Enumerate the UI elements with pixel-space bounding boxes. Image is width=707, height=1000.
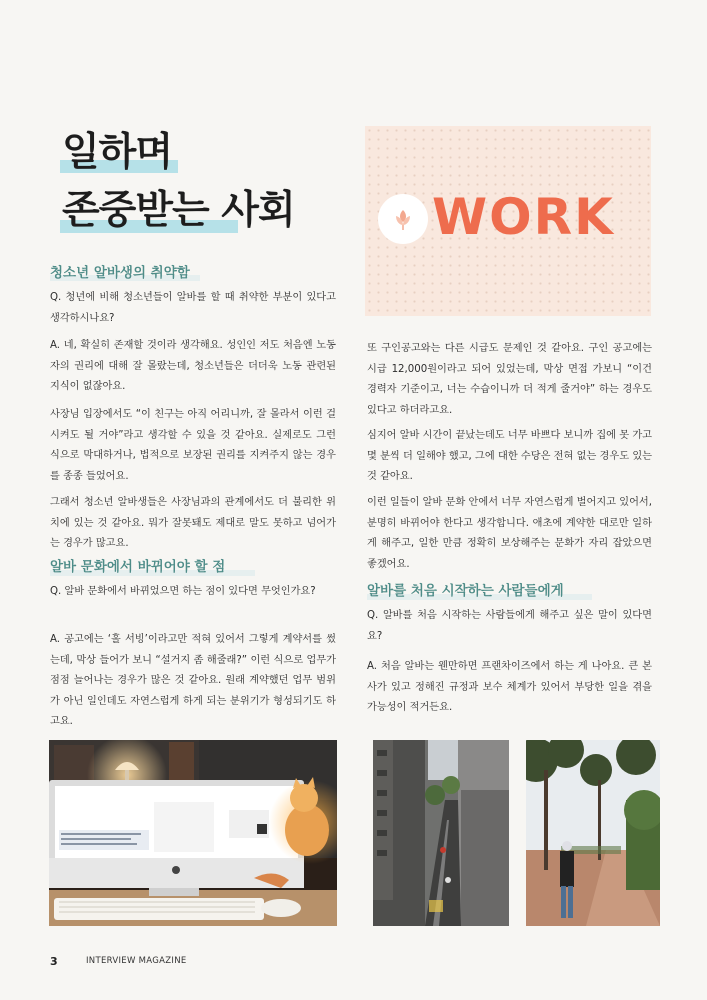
desk-photo (49, 740, 337, 926)
section-heading-culture: 알바 문화에서 바뀌어야 할 점 (50, 559, 226, 575)
answer-paragraph: 심지어 알바 시간이 끝났는데도 너무 바쁘다 보니까 집에 못 가고 몇 분씩 더 일해야 했고, 그에 대한 수당은 전혀 없는 경우도 있는 것 같아요. (367, 430, 653, 483)
answer-paragraph: 사장님 입장에서도 “이 친구는 아직 어리니까, 잘 몰라서 이런 걸 시켜도 될 거야”라고 생각할 수 있을 것 같아요. 실제로도 그런 식으로 막대하거나, 법적으로 보장된 권리를 지켜주지 않는 경우를 종종 들었어요. (50, 409, 336, 482)
page-title-line-2: 존중받는 사회 (62, 188, 295, 233)
answer-paragraph: 또 구인공고와는 다른 시급도 문제인 것 같아요. 구인 공고에는 시급 12,000원이라고 되어 있었는데, 막상 면접 가보니 “이건 경력자 기준이고, 너는 수습이니까 더 적게 줄거야” 하는 경우도 있다고 하더라고요. (367, 343, 652, 416)
question-text: Q. 알바를 처음 시작하는 사람들에게 해주고 싶은 말이 있다면요? (367, 610, 652, 642)
flower-icon (378, 194, 428, 244)
park-photo (526, 740, 660, 926)
answer-paragraph: A. 처음 알바는 웬만하면 프랜차이즈에서 하는 게 나아요. 큰 본사가 있고 정해진 규정과 보수 체계가 있어서 부당한 일을 겪을 가능성이 적거든요. (367, 661, 652, 714)
street-photo (373, 740, 509, 926)
section-heading-first-job: 알바를 처음 시작하는 사람들에게 (367, 583, 564, 599)
section-heading-vulnerability: 청소년 알바생의 취약함 (50, 265, 190, 281)
answer-paragraph: 그래서 청소년 알바생들은 사장님과의 관계에서도 더 불리한 위치에 있는 것 같아요. 뭐가 잘못돼도 제대로 말도 못하고 넘어가는 경우가 많고요. (50, 497, 336, 550)
work-label: WORK (432, 188, 615, 246)
question-text: Q. 청년에 비해 청소년들이 알바를 할 때 취약한 부분이 있다고 생각하시나요? (50, 292, 336, 324)
question-text: Q. 알바 문화에서 바뀌었으면 하는 점이 있다면 무엇인가요? (50, 586, 316, 597)
answer-paragraph: A. 네, 확실히 존재할 것이라 생각해요. 성인인 저도 처음엔 노동자의 권리에 대해 잘 몰랐는데, 청소년들은 더더욱 노동 관련된 지식이 없잖아요. (50, 340, 336, 393)
magazine-name: INTERVIEW MAGAZINE (86, 956, 187, 966)
page-number: 3 (50, 955, 58, 968)
answer-paragraph: 이런 일들이 알바 문화 안에서 너무 자연스럽게 벌어지고 있어서, 분명히 바뀌어야 한다고 생각합니다. 애초에 계약한 대로만 일하게 해주고, 일한 만큼 정확히 보상해주는 문화가 자리 잡았으면 좋겠어요. (367, 497, 653, 570)
page-title-line-1: 일하며 (62, 130, 173, 175)
work-badge (378, 194, 428, 244)
answer-paragraph: A. 공고에는 ‘홀 서빙’이라고만 적혀 있어서 그렇게 계약서를 썼는데, 막상 들어가 보니 “설거지 좀 해줄래?” 이런 식으로 업무가 점점 늘어나는 경우가 많은 것 같아요. 원래 계약했던 업무 범위가 아닌 일인데도 자연스럽게 하게 되는 분위기가 형성되기도 하고요. (50, 634, 336, 728)
